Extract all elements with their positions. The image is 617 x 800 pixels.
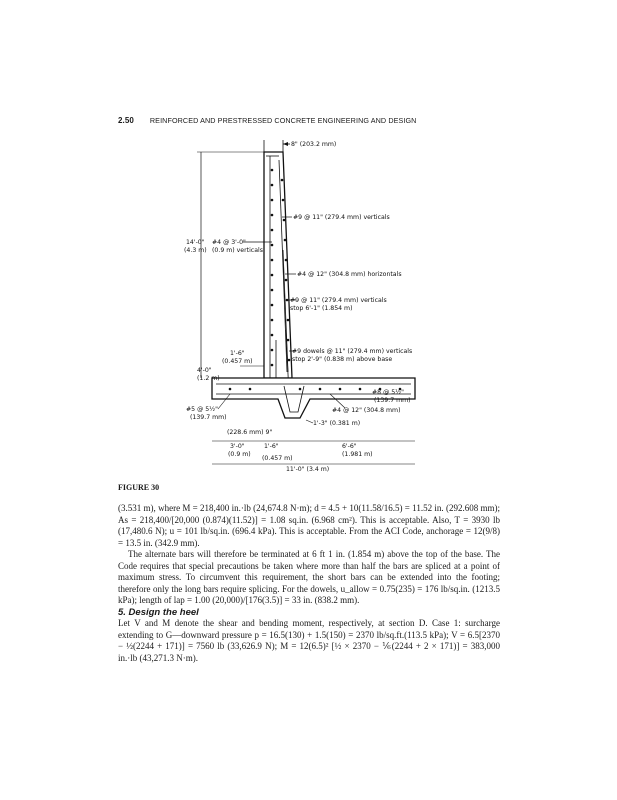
label-toe-len-ft: 3'-0" <box>230 443 245 450</box>
leader-key-depth <box>306 420 313 423</box>
wall-stem <box>264 152 292 378</box>
label-heel-len-m: (1.981 m) <box>342 451 373 458</box>
label-stem-len-ft: 1'-6" <box>264 443 279 450</box>
page-number: 2.50 <box>118 116 134 125</box>
label-verticals-stop-2: stop 6'-1" (1.854 m) <box>290 305 353 312</box>
label-height-ft: 14'-0" <box>186 239 205 246</box>
label-key-width: (228.6 mm) 9" <box>227 429 273 436</box>
label-heel-bar-2: (139.7 mm) <box>374 397 411 404</box>
section-heading: 5. Design the heel <box>118 606 199 618</box>
label-toe-bar-1: #5 @ 5½" <box>186 406 219 413</box>
label-verticals-11: #9 @ 11" (279.4 mm) verticals <box>293 214 390 221</box>
label-verticals-stop-1: #9 @ 11" (279.4 mm) verticals <box>290 297 387 304</box>
label-key-depth: 1'-3" (0.381 m) <box>313 420 361 427</box>
label-key-dim-ft: 1'-6" <box>230 350 245 357</box>
label-dowels-2: stop 2'-9" (0.838 m) above base <box>292 356 393 363</box>
label-key-dim-m: (0.457 m) <box>222 358 253 365</box>
figure-caption: FIGURE 30 <box>118 483 160 492</box>
label-height-m: (4.3 m) <box>184 247 207 254</box>
label-dowels-1: #9 dowels @ 11" (279.4 mm) verticals <box>292 348 413 355</box>
label-toe-len-m: (0.9 m) <box>228 451 251 458</box>
top-width-label: 8" (203.2 mm) <box>291 141 337 148</box>
label-footing-ft: 4'-0" <box>197 367 212 374</box>
label-total-len: 11'-0" (3.4 m) <box>286 466 330 473</box>
top-width-arrowhead <box>283 142 288 146</box>
label-toe-bar-2: (139.7 mm) <box>190 414 227 421</box>
label-footing-m: (1.2 m) <box>197 375 220 382</box>
paragraph-1: (3.531 m), where M = 218,400 in.·lb (24,674.8 N·m); d = 4.5 + 10(11.58/16.5) = 11.52 in. (292.608 mm); As = 218,400/[20,000 (0.874)(11.52)] = 1.08 sq.in. (6.968 cm²). This is acceptable. Also, T = 3930 lb (17,480.6 N); u = 101 lb/sq.in. (696.4 kPa). This is acceptable. From the ACI Code, anchorage = 12(9/8) = 13.5 in. (342.9 mm). <box>118 503 500 548</box>
label-horizontals: #4 @ 12" (304.8 mm) horizontals <box>297 271 402 278</box>
paragraph-3: Let V and M denote the shear and bending moment, respectively, at section D. Case 1: surcharge extending to G—downward pressure p = 16.5(130) + 1.5(150) = 2370 lb/sq.ft.(113.5 kPa); V = 6.5[2370 − ½(2244 + 171)] = 7560 lb (33,626.9 N); M = 12(6.5)² [½ × 2370 − ⅙(2244 + 2 × 171)] = 383,000 in.·lb (43,271.3 N·m). <box>118 618 500 663</box>
body-text <box>118 503 500 664</box>
label-no4-3ft: #4 @ 3'-0" <box>212 239 246 246</box>
running-title: REINFORCED AND PRESTRESSED CONCRETE ENGINEERING AND DESIGN <box>149 116 417 125</box>
label-heel-bar-1: #8 @ 5½" <box>372 389 405 396</box>
label-heel-len-ft: 6'-6" <box>342 443 357 450</box>
label-no4-verticals: (0.9 m) verticals <box>212 247 263 254</box>
label-stem-len-m: (0.457 m) <box>262 455 293 462</box>
paragraph-2: The alternate bars will therefore be terminated at 6 ft 1 in. (1.854 m) above the top of the base. The Code requires that special precautions be taken where more than half the bars are spliced at a point of maximum stress. To circumvent this requirement, the short bars can be extended into the footing; therefore only the long bars require splicing. For the dowels, u_allow = 0.75(235) = 176 lb/sq.in. (1213.5 kPa); length of lap = 1.00 (20,000)/[176(3.5)] = 33 in. (838.2 mm). <box>118 549 500 605</box>
label-heel-hor: #4 @ 12" (304.8 mm) <box>332 407 401 414</box>
